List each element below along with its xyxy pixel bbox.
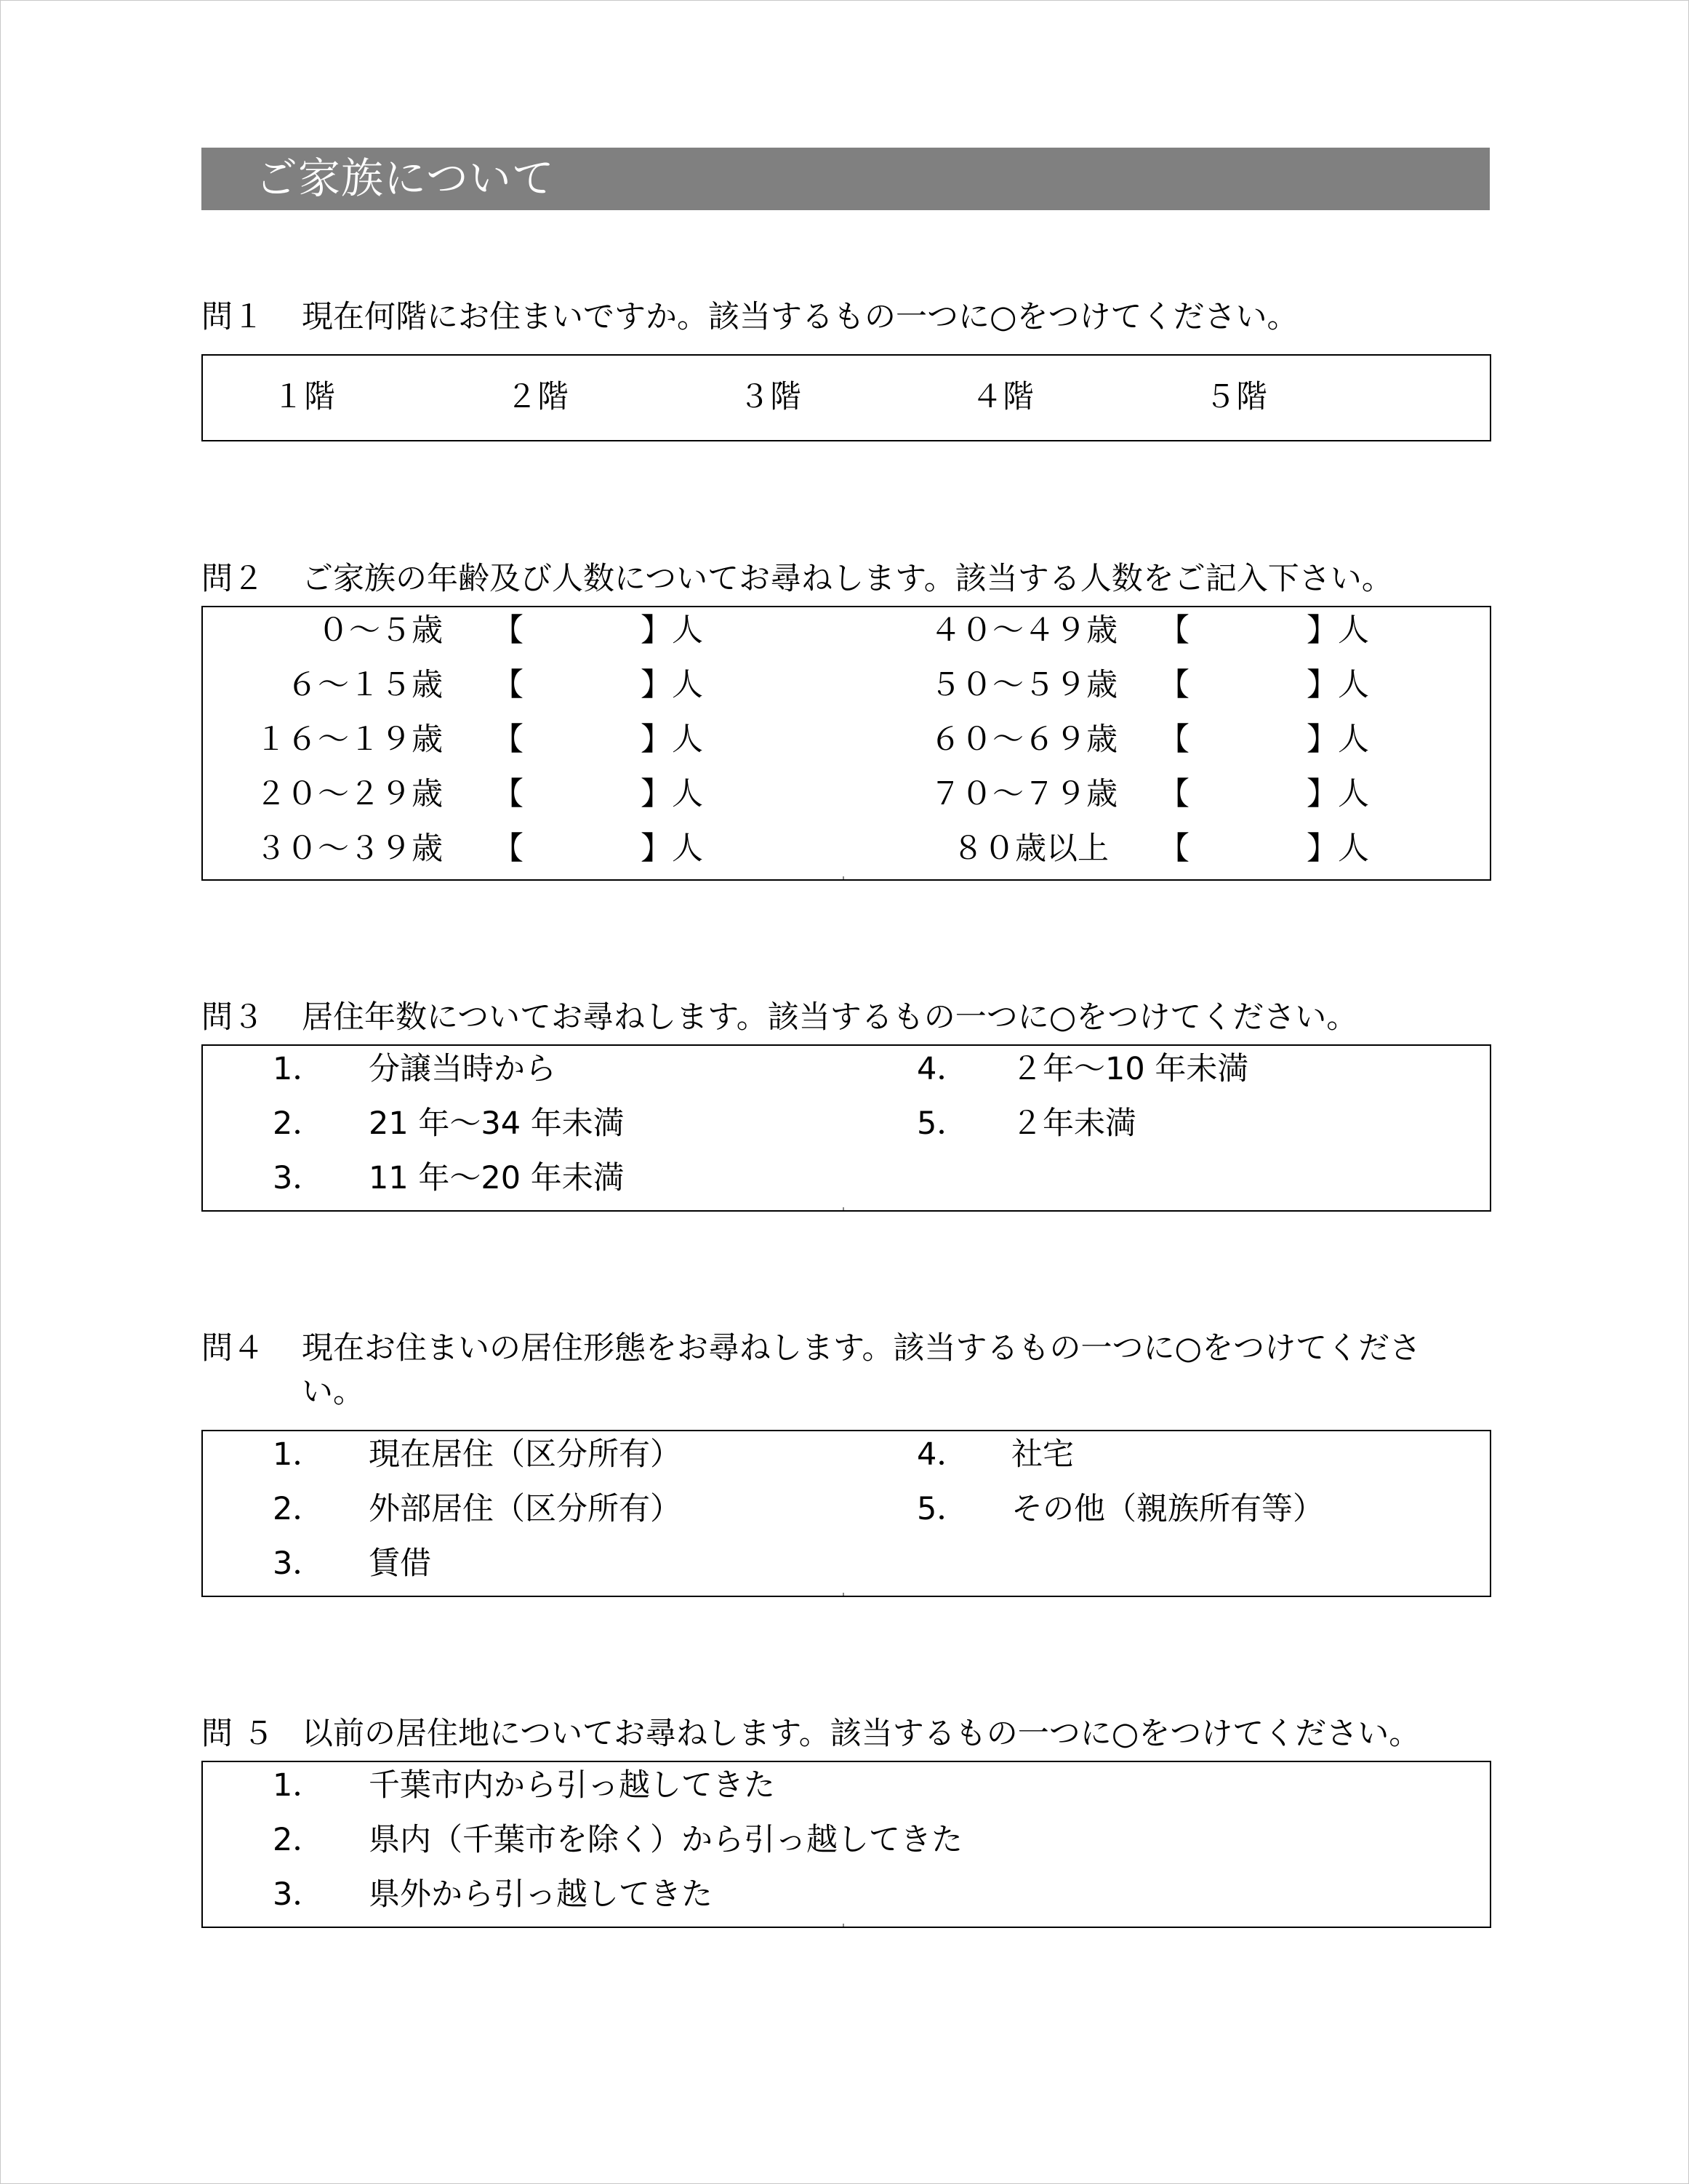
question-4 bbox=[201, 1327, 1421, 1410]
option-label[interactable]: 分譲当時から bbox=[369, 1051, 556, 1087]
cell-tick bbox=[843, 1207, 844, 1210]
option-label[interactable]: 現在居住（区分所有） bbox=[369, 1436, 681, 1473]
cell-tick bbox=[843, 876, 844, 879]
question-number: 問３ bbox=[201, 999, 264, 1036]
age-label: ２０～２９歳 bbox=[255, 776, 443, 812]
bracket-open: 【 bbox=[492, 667, 523, 703]
option-number: 4． bbox=[917, 1436, 968, 1473]
bracket-open: 【 bbox=[1158, 831, 1189, 867]
option-label[interactable]: 21 年～34 年未満 bbox=[369, 1105, 625, 1142]
question-text: 居住年数についてお尋ねします。該当するもの一つに○をつけてください。 bbox=[302, 999, 1358, 1036]
cell-tick bbox=[843, 1593, 844, 1596]
bracket-open: 【 bbox=[1158, 667, 1189, 703]
option-number: 1． bbox=[273, 1436, 324, 1473]
option-label[interactable]: 県内（千葉市を除く）から引っ越してきた bbox=[369, 1822, 963, 1858]
floor-option-5[interactable]: ５階 bbox=[1205, 379, 1267, 415]
option-number: 4． bbox=[917, 1051, 968, 1087]
age-label: ８０歳以上 bbox=[952, 831, 1109, 867]
age-label: ４０～４９歳 bbox=[930, 612, 1118, 649]
section-title: ご家族について bbox=[255, 153, 555, 203]
bracket-close-unit: 】人 bbox=[1307, 776, 1369, 812]
age-label: ６０～６９歳 bbox=[930, 721, 1118, 758]
option-label[interactable]: 11 年～20 年未満 bbox=[369, 1160, 625, 1196]
question-number: 問１ bbox=[201, 299, 264, 335]
option-number: 5． bbox=[917, 1105, 968, 1142]
bracket-close-unit: 】人 bbox=[641, 667, 703, 703]
question-number: 問２ bbox=[201, 561, 264, 597]
option-label[interactable]: 千葉市内から引っ越してきた bbox=[369, 1767, 775, 1804]
bracket-close-unit: 】人 bbox=[641, 776, 703, 812]
bracket-close-unit: 】人 bbox=[1307, 831, 1369, 867]
option-label[interactable]: 外部居住（区分所有） bbox=[369, 1491, 681, 1527]
question-text: 現在何階にお住まいですか。該当するもの一つに○をつけてください。 bbox=[302, 299, 1299, 335]
option-label[interactable]: ２年～10 年未満 bbox=[1011, 1051, 1249, 1087]
bracket-open: 【 bbox=[1158, 612, 1189, 649]
option-label[interactable]: ２年未満 bbox=[1011, 1105, 1136, 1142]
question-number: 問 ５ bbox=[201, 1716, 274, 1752]
question-3 bbox=[201, 996, 1357, 1039]
age-label: １６～１９歳 bbox=[255, 721, 443, 758]
bracket-open: 【 bbox=[1158, 721, 1189, 758]
option-number: 3． bbox=[273, 1545, 324, 1582]
q1-answer-box bbox=[201, 354, 1491, 441]
q4-answer-box bbox=[201, 1430, 1491, 1597]
floor-option-3[interactable]: ３階 bbox=[739, 379, 801, 415]
question-text: 現在お住まいの居住形態をお尋ねします。該当するもの一つに○をつけてくださ bbox=[302, 1330, 1421, 1367]
option-number: 1． bbox=[273, 1051, 324, 1087]
bracket-open: 【 bbox=[492, 831, 523, 867]
option-label[interactable]: 社宅 bbox=[1011, 1436, 1074, 1473]
floor-option-1[interactable]: １階 bbox=[273, 379, 335, 415]
cell-tick bbox=[843, 1924, 844, 1927]
bracket-close-unit: 】人 bbox=[1307, 721, 1369, 758]
option-number: 3． bbox=[273, 1160, 324, 1196]
q5-answer-box bbox=[201, 1761, 1491, 1928]
question-text: 以前の居住地についてお尋ねします。該当するもの一つに○をつけてください。 bbox=[302, 1716, 1421, 1752]
age-label: ７０～７９歳 bbox=[930, 776, 1118, 812]
floor-option-4[interactable]: ４階 bbox=[971, 379, 1034, 415]
option-number: 2． bbox=[273, 1105, 324, 1142]
question-text-continued: い。 bbox=[302, 1374, 364, 1410]
question-1 bbox=[201, 295, 1299, 339]
q3-answer-box bbox=[201, 1044, 1491, 1212]
question-2 bbox=[201, 557, 1393, 601]
option-label[interactable]: その他（親族所有等） bbox=[1011, 1491, 1324, 1527]
age-label: ６～１５歳 bbox=[286, 667, 443, 703]
question-number: 問４ bbox=[201, 1330, 264, 1367]
question-5 bbox=[201, 1712, 1420, 1756]
bracket-open: 【 bbox=[492, 776, 523, 812]
floor-option-2[interactable]: ２階 bbox=[506, 379, 569, 415]
q2-answer-box bbox=[201, 606, 1491, 881]
option-label[interactable]: 県外から引っ越してきた bbox=[369, 1876, 713, 1913]
age-label: ３０～３９歳 bbox=[255, 831, 443, 867]
section-title-bar bbox=[201, 148, 1490, 210]
option-number: 1． bbox=[273, 1767, 324, 1804]
bracket-open: 【 bbox=[1158, 776, 1189, 812]
age-label: ５０～５９歳 bbox=[930, 667, 1118, 703]
option-number: 2． bbox=[273, 1491, 324, 1527]
option-label[interactable]: 賃借 bbox=[369, 1545, 431, 1582]
bracket-close-unit: 】人 bbox=[1307, 612, 1369, 649]
bracket-open: 【 bbox=[492, 612, 523, 649]
bracket-close-unit: 】人 bbox=[1307, 667, 1369, 703]
option-number: 3． bbox=[273, 1876, 324, 1913]
bracket-open: 【 bbox=[492, 721, 523, 758]
age-label: ０～５歳 bbox=[318, 612, 443, 649]
question-text: ご家族の年齢及び人数についてお尋ねします。該当する人数をご記入下さい。 bbox=[302, 561, 1393, 597]
bracket-close-unit: 】人 bbox=[641, 721, 703, 758]
option-number: 5． bbox=[917, 1491, 968, 1527]
option-number: 2． bbox=[273, 1822, 324, 1858]
bracket-close-unit: 】人 bbox=[641, 831, 703, 867]
bracket-close-unit: 】人 bbox=[641, 612, 703, 649]
